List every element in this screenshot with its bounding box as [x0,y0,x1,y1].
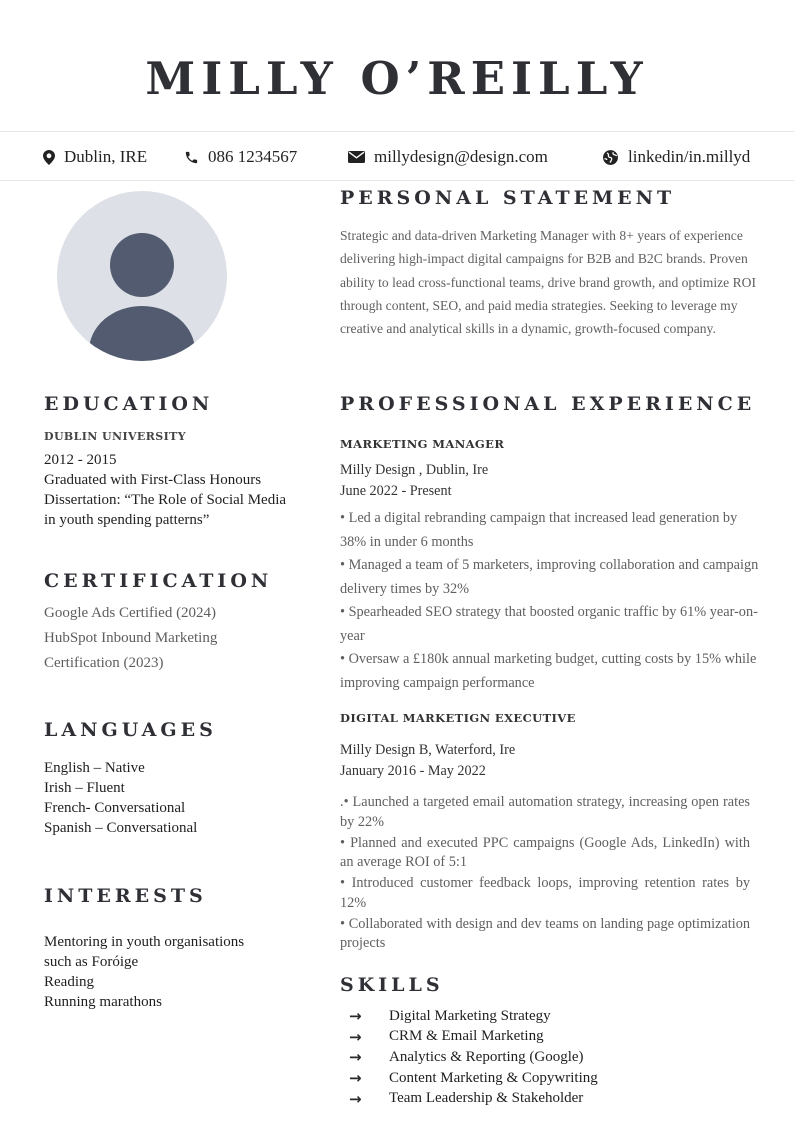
languages-list [44,758,197,838]
heading-skills: SKILLS [340,974,444,996]
language-item: Spanish – Conversational [44,820,198,836]
skill-label: CRM & Email Marketing [389,1028,544,1045]
job-bullet: .• Launched a targeted email automation strategy, increasing open rates by 22% [340,794,750,830]
job-bullet: • Managed a team of 5 marketers, improving collaboration and campaign delivery times by 32% [340,557,759,597]
skill-item [349,1088,598,1109]
job-bullet: • Collaborated with design and dev teams on landing page optimization projects [340,915,750,951]
contact-location [43,147,147,167]
skill-label: Content Marketing & Copywriting [389,1069,598,1086]
job-bullets [340,507,760,695]
job-company: Milly Design , Dublin, Ire [340,462,489,478]
education-school: DUBLIN UNIVERSITY [44,430,186,443]
interest-item: Reading [44,974,94,990]
job-bullets [340,793,750,955]
contact-email [348,147,548,167]
interest-item: Mentoring in youth organisations [44,934,245,950]
location-pin-icon [43,150,55,165]
education-line: Dissertation: “The Role of Social Media [44,492,287,508]
location-text: Dublin, IRE [64,147,148,166]
education-years: 2012 - 2015 [44,452,117,468]
avatar [57,191,227,361]
globe-icon [602,149,619,166]
job-title: DIGITAL MARKETIGN EXECUTIVE [340,711,576,725]
education-line: in youth spending patterns” [44,512,210,528]
skill-label: Team Leadership & Stakeholder [389,1090,584,1107]
heading-education: EDUCATION [44,393,214,415]
skills-list [349,1006,598,1109]
skill-item [349,1027,598,1048]
language-item: English – Native [44,760,145,776]
heading-professional-experience: PROFESSIONAL EXPERIENCE [340,393,756,415]
heading-languages: LANGUAGES [44,719,217,741]
job-bullet: • Led a digital rebranding campaign that increased lead generation by 38% in under 6 months [340,510,738,550]
skill-item [349,1068,598,1089]
linkedin-text: linkedin/in.millyd [628,147,751,166]
job-title: MARKETING MANAGER [340,437,505,451]
arrow-right-icon: → [349,1007,362,1026]
certification-item: Certification (2023) [44,655,164,671]
language-item: French- Conversational [44,800,186,816]
interest-item: such as Foróige [44,954,139,970]
arrow-right-icon: → [349,1048,362,1067]
phone-icon [184,150,199,165]
contact-linkedin [602,147,750,167]
skill-label: Digital Marketing Strategy [389,1007,551,1024]
arrow-right-icon: → [349,1027,362,1046]
language-item: Irish – Fluent [44,780,125,796]
certification-list [44,601,217,676]
candidate-name: MILLY O’REILLY [145,52,649,105]
job-bullet: • Oversaw a £180k annual marketing budget, cutting costs by 15% while improving campaign performance [340,651,757,691]
education-block [44,429,286,530]
education-line: Graduated with First-Class Honours [44,472,262,488]
job-bullet: • Planned and executed PPC campaigns (Google Ads, LinkedIn) with an average ROI of 5:1 [340,834,750,870]
skill-item [349,1006,598,1027]
job-bullet: • Spearheaded SEO strategy that boosted organic traffic by 61% year-on-year [340,604,758,644]
job-bullet: • Introduced customer feedback loops, improving retention rates by 12% [340,875,750,911]
skill-label: Analytics & Reporting (Google) [389,1048,584,1065]
certification-item: Google Ads Certified (2024) [44,605,217,621]
personal-statement-text: Strategic and data-driven Marketing Manager with 8+ years of experience delivering high-impact digital campaigns for B2B and B2C brands. Proven ability to lead cross-functional teams, drive brand growth, and optimize ROI through content, SEO, and paid media strategies. Seeking to leverage my creative and analytical skills in a dynamic, growth-focused company. [340,228,757,337]
job-dates: June 2022 - Present [340,483,452,499]
arrow-right-icon: → [349,1069,362,1088]
heading-interests: INTERESTS [44,885,207,907]
phone-text: 086 1234567 [208,147,298,166]
job-dates: January 2016 - May 2022 [340,763,486,779]
skill-item [349,1047,598,1068]
heading-certification: CERTIFICATION [44,570,273,592]
contact-bar [0,131,794,181]
interests-list [44,932,244,1012]
certification-item: HubSpot Inbound Marketing [44,630,218,646]
interest-item: Running marathons [44,994,162,1010]
contact-phone [184,147,297,167]
heading-personal-statement: PERSONAL STATEMENT [340,187,676,209]
job-company: Milly Design B, Waterford, Ire [340,742,516,758]
email-text: millydesign@design.com [374,147,548,166]
mail-icon [348,151,365,163]
arrow-right-icon: → [349,1089,362,1108]
